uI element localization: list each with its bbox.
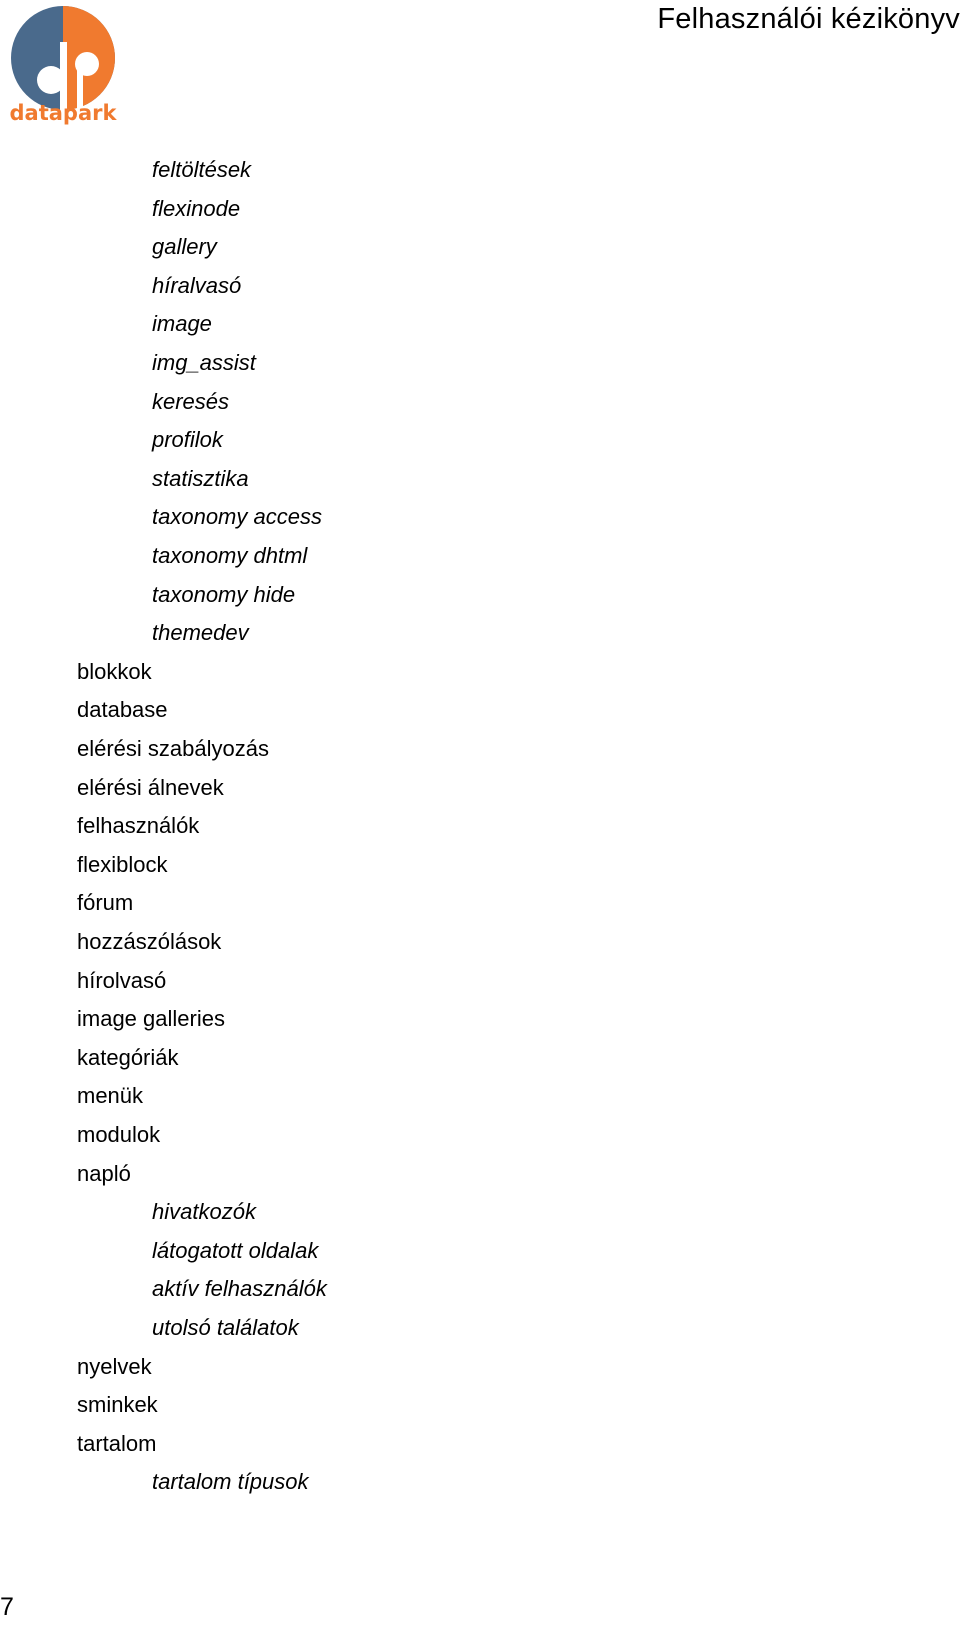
list-item: nyelvek (77, 1353, 152, 1379)
list-item: database (77, 697, 168, 723)
sub-item: gallery (152, 234, 217, 260)
datapark-logo (4, 2, 122, 128)
list-item: kategóriák (77, 1044, 179, 1070)
sub-item: taxonomy dhtml (152, 543, 308, 568)
sub-item: img_assist (152, 350, 256, 375)
sub-item: tartalom típusok (152, 1469, 309, 1495)
list-item: napló (77, 1160, 131, 1186)
sub-item: hivatkozók (152, 1199, 256, 1225)
sub-item: flexinode (152, 195, 241, 221)
sub-item: taxonomy hide (152, 581, 296, 607)
sub-item: keresés (152, 388, 230, 414)
list-item: menük (77, 1083, 144, 1109)
list-item: felhasználók (77, 813, 200, 839)
list-item: blokkok (77, 658, 152, 684)
list-item: tartalom (77, 1430, 157, 1456)
sub-item: taxonomy access (152, 504, 322, 530)
list-item: hírolvasó (77, 967, 167, 993)
sub-item: látogatott oldalak (152, 1237, 319, 1263)
list-item: elérési szabályozás (77, 736, 269, 761)
list-item: fórum (77, 890, 134, 916)
list-item: hozzászólások (77, 929, 222, 954)
list-item: sminkek (77, 1392, 158, 1418)
list-item: image galleries (77, 1006, 225, 1032)
list-item: flexiblock (77, 851, 168, 877)
sub-item: image (152, 311, 212, 337)
list-item: elérési álnevek (77, 774, 224, 800)
sub-item: híralvasó (152, 272, 242, 298)
page-number: 7 (0, 1593, 14, 1621)
sub-item: utolsó találatok (152, 1315, 299, 1340)
sub-item: aktív felhasználók (152, 1276, 327, 1302)
sub-item: statisztika (152, 465, 249, 491)
svg-text:datapark: datapark (9, 101, 117, 125)
sub-item: themedev (152, 620, 249, 646)
list-item: modulok (77, 1122, 161, 1147)
document-title: Felhasználói kézikönyv (657, 3, 960, 35)
sub-item: feltöltések (152, 157, 252, 182)
sub-item: profilok (152, 427, 223, 453)
